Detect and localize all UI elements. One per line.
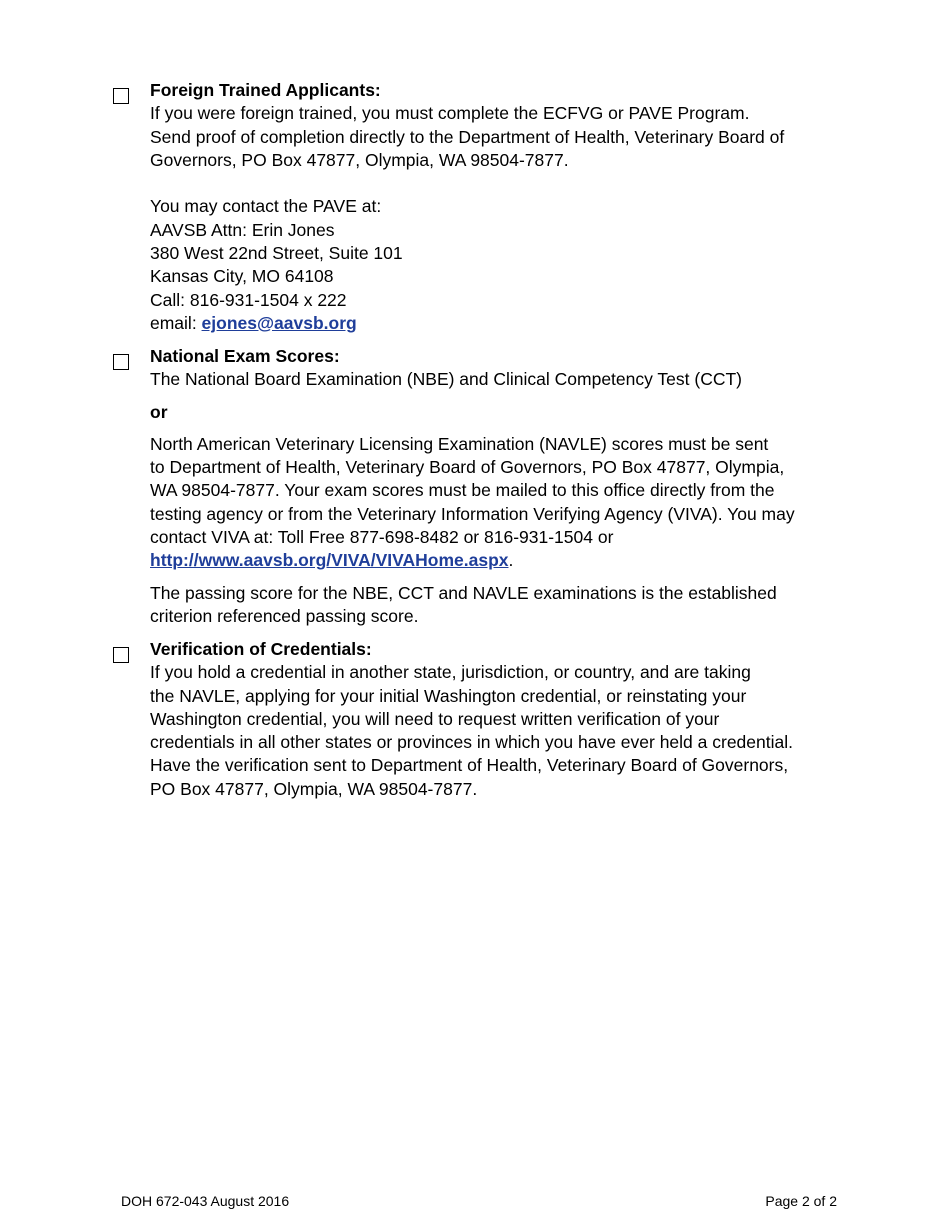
pave-contact-line: Kansas City, MO 64108 — [150, 266, 334, 287]
pave-contact-line: Call: 816-931-1504 x 222 — [150, 289, 347, 310]
viva-link-line — [150, 549, 850, 572]
nbe-cct-line: The National Board Examination (NBE) and Clinical Competency Test (CCT) — [150, 369, 743, 390]
foreign-trained-line: If you were foreign trained, you must complete the ECFVG or PAVE Program. — [150, 103, 750, 124]
navle-line: testing agency or from the Veterinary Information Verifying Agency (VIVA). You may — [150, 503, 795, 524]
navle-line: WA 98504-7877. Your exam scores must be mailed to this office directly from the — [150, 480, 775, 501]
paragraph-gap — [150, 392, 850, 401]
verification-line: PO Box 47877, Olympia, WA 98504-7877. — [150, 778, 478, 799]
foreign-trained-heading: Foreign Trained Applicants: — [150, 80, 381, 100]
verification-checkbox[interactable] — [113, 647, 129, 663]
pave-email-line — [150, 312, 850, 335]
verification-line: credentials in all other states or provinces in which you have ever held a credential. — [150, 732, 793, 753]
or-separator: or — [150, 401, 168, 422]
verification-heading: Verification of Credentials: — [150, 639, 372, 659]
foreign-trained-line: Governors, PO Box 47877, Olympia, WA 98504-7877. — [150, 149, 569, 170]
pave-contact-line: 380 West 22nd Street, Suite 101 — [150, 243, 403, 264]
page-number-footer: Page 2 of 2 — [765, 1193, 837, 1209]
paragraph-gap — [150, 172, 850, 195]
navle-line: contact VIVA at: Toll Free 877-698-8482 or 816-931-1504 or — [150, 527, 614, 548]
pave-contact-line: You may contact the PAVE at: — [150, 196, 382, 217]
verification-line: Have the verification sent to Department of Health, Veterinary Board of Governors, — [150, 755, 789, 776]
national-exam-checkbox[interactable] — [113, 354, 129, 370]
foreign-trained-content — [150, 79, 850, 335]
verification-line: If you hold a credential in another state, jurisdiction, or country, and are taking — [150, 662, 751, 683]
foreign-trained-line: Send proof of completion directly to the Department of Health, Veterinary Board of — [150, 126, 785, 147]
verification-line: Washington credential, you will need to request written verification of your — [150, 708, 720, 729]
navle-line: to Department of Health, Veterinary Board of Governors, PO Box 47877, Olympia, — [150, 457, 785, 478]
navle-line: North American Veterinary Licensing Examination (NAVLE) scores must be sent — [150, 433, 769, 454]
verification-content — [150, 638, 850, 801]
passing-score-line: The passing score for the NBE, CCT and NAVLE examinations is the established — [150, 582, 777, 603]
passing-score-line: criterion referenced passing score. — [150, 605, 419, 626]
form-id-footer: DOH 672-043 August 2016 — [121, 1193, 290, 1209]
foreign-trained-checkbox[interactable] — [113, 88, 129, 104]
paragraph-gap — [150, 424, 850, 433]
national-exam-heading: National Exam Scores: — [150, 346, 340, 366]
paragraph-gap — [150, 573, 850, 582]
national-exam-content — [150, 345, 850, 628]
pave-contact-line: AAVSB Attn: Erin Jones — [150, 219, 335, 240]
viva-link[interactable]: http://www.aavsb.org/VIVA/VIVAHome.aspx — [150, 550, 509, 571]
viva-link-suffix: . — [508, 550, 514, 571]
verification-line: the NAVLE, applying for your initial Washington credential, or reinstating your — [150, 685, 747, 706]
pave-email-link[interactable]: ejones@aavsb.org — [201, 312, 357, 333]
email-label: email: — [150, 312, 202, 333]
